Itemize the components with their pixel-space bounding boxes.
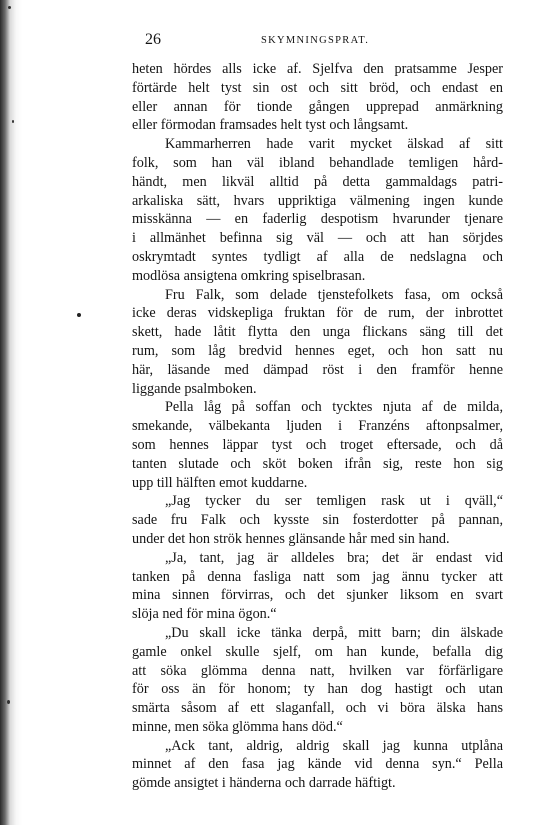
text-line: gömde ansigtet i händerna och darrade häftigt.: [132, 775, 396, 792]
text-line: tanken på denna fasliga natt som jag ännu tycker att: [132, 568, 503, 585]
text-line: folk, som han väl ibland behandlade temligen hård-: [132, 154, 503, 171]
text-line: eller annan för tionde gången upprepad anmärkning: [132, 98, 503, 115]
page-header: [0, 30, 544, 50]
margin-dot: [77, 313, 81, 317]
text-line: „Du skall icke tänka derpå, mitt barn; din älskade: [165, 624, 503, 641]
text-line: smekande, välbekanta ljuden i Franzéns aftonpsalmer,: [132, 418, 503, 435]
text-line: skett, hade låtit flytta den unga flickans säng till det: [132, 324, 503, 341]
text-line: eller förmodan framsades helt tyst och långsamt.: [132, 117, 409, 134]
text-line: mina sinnen förvirras, och det sjunker liksom en svart: [132, 587, 503, 604]
text-line: händt, men likväl alltid på detta gammaldags patri-: [132, 173, 503, 190]
scanned-page-edge: [0, 0, 22, 825]
text-line: modlösa ansigtena omkring spiselbrasan.: [132, 267, 366, 284]
text-line: för oss än för honom; ty han dog hastigt och utan: [132, 681, 503, 698]
text-line: som hennes läppar tyst och troget eftersade, och då: [132, 436, 503, 453]
text-line: Fru Falk, som delade tjenstefolkets fasa, om också: [165, 286, 503, 303]
text-line: liggande psalmboken.: [132, 380, 257, 397]
page-edge-speck: [7, 700, 10, 704]
text-line: smärta såsom af ett slaganfall, och vi böra älska hans: [132, 700, 503, 717]
page-edge-speck: [8, 6, 11, 9]
text-line: tanten slutade och sköt boken ifrån sig, reste hon sig: [132, 455, 503, 472]
text-line: minne, men söka glömma hans död.“: [132, 718, 343, 735]
text-line: icke deras vidskepliga fruktan för de rum, der inbrottet: [132, 305, 503, 322]
text-line: oskrymtadt syntes tydligt af alla de nedslagna och: [132, 248, 503, 265]
text-line: „Ack tant, aldrig, aldrig skall jag kunna utplåna: [165, 737, 503, 754]
text-line: minnet af den fasa jag kände vid denna syn.“ Pella: [132, 756, 503, 773]
text-line: Kammarherren hade varit mycket älskad af sitt: [165, 136, 503, 153]
running-title: SKYMNINGSPRAT.: [261, 35, 370, 46]
text-line: misskänna — en faderlig despotism hvarunder tjenare: [132, 211, 503, 228]
text-line: „Ja, tant, jag är alldeles bra; det är endast vid: [165, 549, 503, 566]
text-line: „Jag tycker du ser temligen rask ut i qväll,“: [165, 493, 503, 510]
text-line: att söka glömma denna natt, hvilken var förfärligare: [132, 662, 503, 679]
text-line: under det hon strök hennes glänsande hår med sin hand.: [132, 530, 450, 547]
body-text: [132, 60, 503, 793]
text-line: Pella låg på soffan och tycktes njuta af de milda,: [165, 399, 503, 416]
text-line: förtärde helt tyst sin ost och sitt bröd, och endast en: [132, 79, 503, 96]
text-line: här, läsande med dämpad röst i den framför henne: [132, 361, 503, 378]
text-line: upp till hälften emot kuddarne.: [132, 474, 308, 491]
page-number: 26: [145, 31, 161, 48]
page-edge-speck: [12, 120, 14, 123]
text-line: sade fru Falk och kysste sin fosterdotter på pannan,: [132, 512, 503, 529]
text-line: gamle onkel skulle sjelf, om han kunde, befalla dig: [132, 643, 503, 660]
text-line: arkaliska sätt, hvars uppriktiga välmening ingen kunde: [132, 192, 503, 209]
text-line: slöja ned för mina ögon.“: [132, 606, 277, 623]
text-line: heten hördes alls icke af. Sjelfva den pratsamme Jesper: [132, 61, 503, 77]
text-line: rum, som låg bredvid hennes eget, och hon satt nu: [132, 342, 503, 359]
text-line: i allmänhet befinna sig väl — och att han sörjdes: [132, 230, 503, 247]
